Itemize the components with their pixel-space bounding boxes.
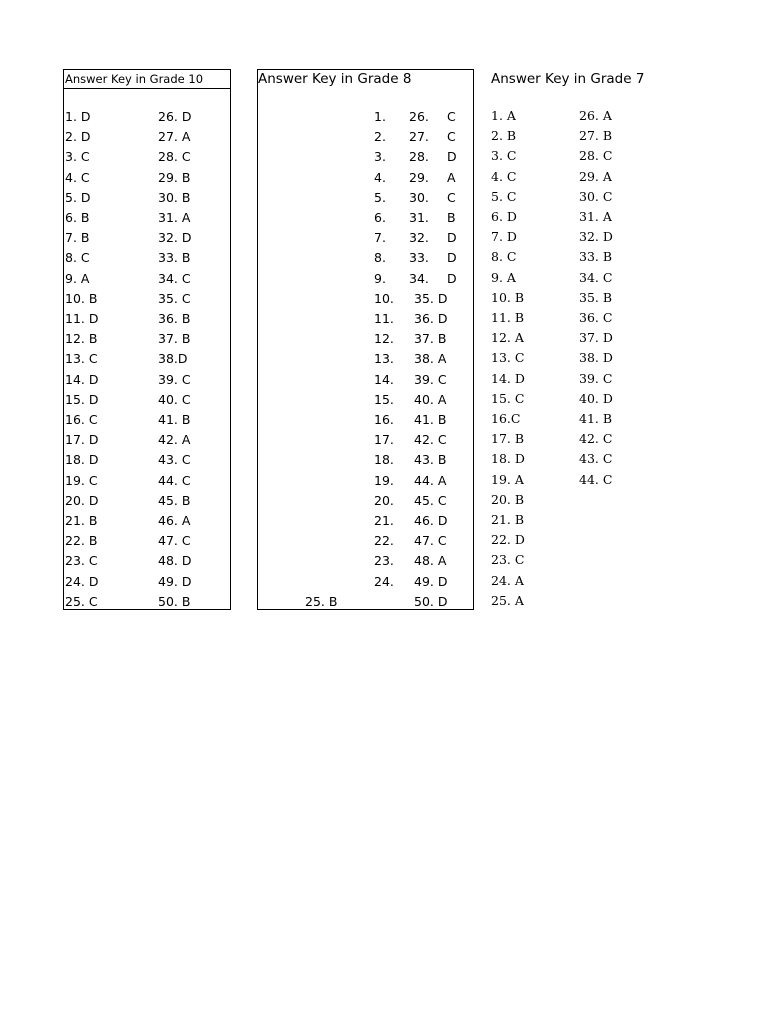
answer-letter: C (447, 129, 456, 145)
answer-item: 14. D (491, 370, 525, 386)
question-number: 6. (374, 210, 386, 225)
answer-item: 5. D (65, 189, 91, 205)
answer-item: 16. C (65, 412, 98, 427)
question-number: 10. (374, 290, 394, 306)
question-number: 1. (374, 109, 386, 124)
answer-item: 22. D (491, 532, 525, 548)
answer-item: 3. C (65, 149, 90, 165)
answer-item: 38. D (579, 350, 613, 366)
answer-item: 24. A (491, 572, 524, 588)
question-number: 16. (374, 412, 394, 427)
answer-item: 20. B (491, 491, 525, 507)
answer-item: 35. B (579, 289, 613, 305)
answer-item: 39. C (414, 371, 447, 387)
answer-item: 9. A (65, 270, 90, 286)
grade-8-answer-key-table (257, 69, 474, 610)
answer-item: 40. A (414, 391, 447, 407)
answer-item: 25. B (305, 593, 338, 609)
answer-item: 11. B (491, 310, 525, 325)
answer-item: 31. A (158, 210, 191, 225)
answer-item: 36. D (414, 311, 448, 326)
answer-item: 3. C (491, 148, 517, 164)
answer-item: 10. B (65, 290, 98, 306)
answer-item: 44. A (414, 472, 447, 488)
answer-item: 9. A (491, 269, 516, 285)
answer-item: 20. D (65, 492, 99, 508)
answer-letter: A (447, 169, 456, 185)
answer-item: 29. A (579, 168, 612, 184)
answer-item: 44. C (579, 471, 613, 487)
answer-item: 42. C (579, 431, 613, 447)
answer-item: 13. C (491, 350, 525, 366)
answer-item: 28. C (579, 148, 613, 164)
answer-item: 33. B (158, 250, 191, 266)
answer-item: 48. A (414, 553, 447, 569)
answer-item: 4. C (491, 168, 517, 184)
answer-item: 13. C (65, 351, 98, 367)
answer-letter: C (447, 189, 456, 205)
grade-7-title: Answer Key in Grade 7 (491, 71, 645, 87)
answer-item: 39. C (158, 371, 191, 387)
question-number: 9. (374, 270, 386, 286)
answer-item: 30. C (579, 188, 613, 204)
answer-item: 16.C (491, 411, 521, 426)
answer-item: 17. B (491, 431, 525, 447)
answer-item: 8. C (65, 250, 90, 266)
answer-letter: D (447, 250, 457, 266)
question-number: 2. (374, 129, 386, 145)
answer-item: 2. D (65, 129, 91, 145)
answer-item: 17. D (65, 432, 99, 448)
question-number: 13. (374, 351, 394, 367)
answer-item: 43. B (414, 452, 447, 468)
answer-item: 41. B (414, 412, 447, 427)
answer-item: 49. D (414, 573, 448, 589)
question-number: 21. (374, 513, 394, 528)
question-number: 24. (374, 573, 394, 589)
answer-item: 26. A (579, 108, 612, 123)
answer-item: 44. C (158, 472, 191, 488)
answer-item: 45. B (158, 492, 191, 508)
answer-item: 43. C (158, 452, 191, 468)
answer-item: 50. B (158, 593, 191, 609)
question-number: 3. (374, 149, 386, 165)
question-number: 33. (409, 250, 429, 266)
answer-item: 25. A (491, 592, 524, 608)
answer-item: 42. C (414, 432, 447, 448)
answer-item: 33. B (579, 249, 613, 265)
answer-item: 37. D (579, 330, 613, 346)
question-number: 5. (374, 189, 386, 205)
answer-item: 18. D (491, 451, 525, 467)
answer-item: 11. D (65, 311, 99, 326)
question-number: 4. (374, 169, 386, 185)
answer-item: 2. B (491, 128, 517, 144)
answer-item: 30. B (158, 189, 191, 205)
answer-item: 34. C (158, 270, 191, 286)
answer-item: 37. B (158, 331, 191, 347)
answer-item: 49. D (158, 573, 192, 589)
question-number: 17. (374, 432, 394, 448)
answer-item: 22. B (65, 533, 98, 549)
answer-item: 15. D (65, 391, 99, 407)
answer-item: 47. C (158, 533, 191, 549)
answer-letter: D (447, 270, 457, 286)
answer-item: 7. D (491, 229, 517, 245)
answer-item: 6. B (65, 210, 90, 225)
answer-item: 32. D (158, 230, 192, 246)
answer-item: 40. D (579, 390, 613, 406)
answer-item: 45. C (414, 492, 447, 508)
grade-8-title: Answer Key in Grade 8 (258, 71, 412, 87)
question-number: 22. (374, 533, 394, 549)
answer-item: 40. C (158, 391, 191, 407)
answer-item: 12. A (491, 330, 524, 346)
question-number: 8. (374, 250, 386, 266)
answer-item: 26. D (158, 109, 192, 124)
answer-item: 19. A (491, 471, 524, 487)
answer-item: 39. C (579, 370, 613, 386)
answer-item: 46. D (414, 513, 448, 528)
answer-item: 25. C (65, 593, 98, 609)
question-number: 23. (374, 553, 394, 569)
question-number: 18. (374, 452, 394, 468)
answer-item: 6. D (491, 209, 517, 224)
answer-item: 28. C (158, 149, 191, 165)
question-number: 11. (374, 311, 394, 326)
answer-item: 14. D (65, 371, 99, 387)
answer-item: 46. A (158, 513, 191, 528)
answer-item: 47. C (414, 533, 447, 549)
answer-item: 41. B (579, 411, 613, 426)
question-number: 7. (374, 230, 386, 246)
answer-item: 36. B (158, 311, 191, 326)
answer-item: 23. C (65, 553, 98, 569)
answer-item: 34. C (579, 269, 613, 285)
answer-item: 19. C (65, 472, 98, 488)
answer-item: 23. C (491, 552, 525, 568)
answer-item: 35. C (158, 290, 191, 306)
answer-item: 43. C (579, 451, 613, 467)
grade-10-answer-key-table (63, 69, 231, 610)
answer-letter: B (447, 210, 456, 225)
answer-item: 5. C (491, 188, 517, 204)
answer-letter: C (447, 109, 456, 124)
answer-item: 15. C (491, 390, 525, 406)
grade-10-title: Answer Key in Grade 10 (65, 72, 204, 86)
answer-item: 8. C (491, 249, 517, 265)
question-number: 19. (374, 472, 394, 488)
answer-item: 21. B (491, 512, 525, 527)
answer-item: 29. B (158, 169, 191, 185)
answer-item: 38.D (158, 351, 188, 367)
question-number: 29. (409, 169, 429, 185)
answer-item: 21. B (65, 513, 98, 528)
answer-item: 18. D (65, 452, 99, 468)
question-number: 26. (409, 109, 429, 124)
question-number: 14. (374, 371, 394, 387)
question-number: 15. (374, 391, 394, 407)
answer-item: 36. C (579, 310, 613, 325)
answer-item: 50. D (414, 593, 448, 609)
answer-item: 32. D (579, 229, 613, 245)
answer-item: 31. A (579, 209, 612, 224)
answer-item: 24. D (65, 573, 99, 589)
answer-letter: D (447, 149, 457, 165)
answer-item: 7. B (65, 230, 90, 246)
answer-item: 38. A (414, 351, 447, 367)
answer-item: 10. B (491, 289, 525, 305)
answer-item: 1. D (65, 109, 91, 124)
answer-item: 12. B (65, 331, 98, 347)
answer-letter: D (447, 230, 457, 246)
question-number: 27. (409, 129, 429, 145)
question-number: 31. (409, 210, 429, 225)
title-divider (64, 88, 230, 89)
grade-7-answer-key-table (490, 69, 690, 610)
answer-item: 35. D (414, 290, 448, 306)
question-number: 20. (374, 492, 394, 508)
question-number: 28. (409, 149, 429, 165)
answer-item: 41. B (158, 412, 191, 427)
answer-item: 4. C (65, 169, 90, 185)
answer-item: 48. D (158, 553, 192, 569)
answer-item: 27. B (579, 128, 613, 144)
answer-item: 1. A (491, 108, 516, 123)
answer-item: 42. A (158, 432, 191, 448)
question-number: 34. (409, 270, 429, 286)
question-number: 12. (374, 331, 394, 347)
question-number: 30. (409, 189, 429, 205)
answer-item: 27. A (158, 129, 191, 145)
question-number: 32. (409, 230, 429, 246)
answer-item: 37. B (414, 331, 447, 347)
